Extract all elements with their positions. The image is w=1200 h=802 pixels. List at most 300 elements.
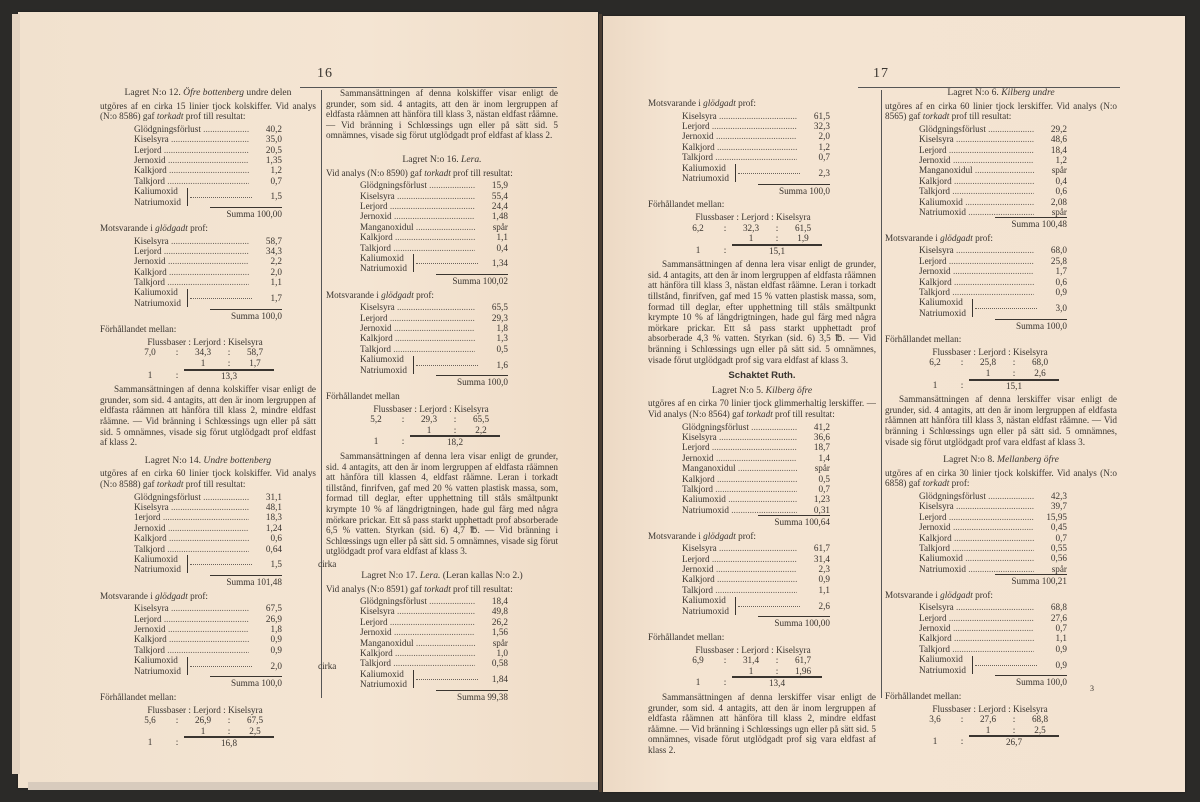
ratio-cell: 1: [969, 368, 1007, 380]
component-value: 0,55: [1050, 542, 1067, 553]
ratio-row: [130, 358, 280, 370]
ratio-cell: 68,0: [1031, 357, 1049, 368]
component-value: 48,6: [1050, 134, 1067, 145]
ratio-title: Förhållandet mellan:: [648, 632, 725, 643]
alkali-brace-row: [360, 354, 508, 375]
dot-leader: [190, 196, 252, 198]
component-value: 26,9: [265, 613, 282, 624]
ratio-cell: :: [770, 233, 784, 245]
ratio-row: [915, 736, 1065, 748]
column-divider-right: [881, 90, 882, 698]
sum-line: Summa 100,0: [995, 675, 1067, 688]
component-value: spår: [1051, 165, 1067, 176]
analysis-row: [682, 131, 830, 141]
ratio-block: [648, 199, 876, 256]
alkali-brace-row: [919, 654, 1067, 675]
ratio-title: Förhållandet mellan:: [100, 692, 177, 702]
analysis-row: [134, 533, 282, 543]
ratio-cell: 15,1: [969, 380, 1059, 392]
brace-labels: [134, 655, 181, 676]
component-value: 3,0: [1055, 302, 1067, 313]
ratio-cell: :: [401, 414, 405, 425]
dot-leader: [416, 678, 478, 680]
component-value: 0,9: [270, 644, 282, 655]
ratio-cell: [170, 358, 184, 370]
component-value: 68,8: [1050, 602, 1067, 613]
component-label: Talkjord .....: [919, 287, 1034, 297]
ratio-row: [356, 425, 506, 437]
analysis-row: [919, 644, 1067, 654]
dried-analysis: [682, 422, 830, 516]
component-value: 0,9: [818, 574, 830, 585]
component-label: Talkjord .....: [682, 585, 797, 595]
sum-line: Summa 100,0: [995, 319, 1067, 332]
brace-icon: [409, 356, 414, 374]
analysis-row: [360, 648, 508, 658]
ratio-header: Flussbaser : Lerjord : Kiselsyra: [695, 644, 811, 655]
component-label: Natriumoxid: [134, 298, 181, 309]
analysis-row: [682, 463, 830, 473]
component-label: Kalkjord .....: [360, 648, 475, 658]
component-label: Kiselsyra .....: [360, 606, 475, 616]
analysis-row: [134, 512, 282, 522]
component-value: 0,9: [1055, 643, 1067, 654]
analysis-row: [360, 617, 508, 627]
component-value: spår: [492, 637, 508, 648]
ratio-cell: 18,2: [410, 436, 500, 448]
component-value: 2,0: [818, 131, 830, 142]
brace-icon: [183, 289, 188, 307]
sum-line: Summa 100,02: [436, 274, 508, 287]
ratio-row: [678, 233, 828, 245]
analysis-row: [919, 207, 1067, 217]
ratio-title: Förhållandet mellan:: [885, 690, 962, 701]
brace-labels: [134, 554, 181, 575]
ratio-cell: 1: [969, 725, 1007, 737]
component-label: Talkjord .....: [360, 658, 475, 668]
ratio-cell: :: [960, 714, 964, 725]
component-value: 1,34: [491, 258, 508, 269]
value-note: cirka: [318, 660, 337, 671]
component-label: Natriumoxid: [360, 679, 407, 690]
ratio-cell: 34,3: [194, 347, 212, 358]
component-value: 1,5: [270, 559, 282, 570]
analysis-row: [919, 501, 1067, 511]
section-heading: Lagret N:o 14. Undre bottenberg: [144, 454, 272, 466]
component-value: 2,3: [818, 167, 830, 178]
component-value: 0,64: [265, 543, 282, 554]
component-label: Kaliumoxid .....: [919, 553, 1034, 563]
component-value: 1,5: [270, 191, 282, 202]
dried-analysis: [134, 124, 282, 186]
analysis-row: [134, 502, 282, 512]
component-label: Lerjord .....: [360, 617, 475, 627]
component-label: Talkjord .....: [134, 544, 249, 554]
ratio-row: [130, 347, 280, 358]
ratio-row: [130, 370, 280, 382]
analysis-row: [919, 287, 1067, 297]
analysis-row: [360, 596, 508, 606]
component-label: Manganoxidul .....: [682, 463, 797, 473]
analysis-row: [360, 180, 508, 190]
component-label: Natriumoxid: [360, 263, 407, 274]
analysis-row: [919, 543, 1067, 553]
component-label: Kalkjord .....: [919, 533, 1034, 543]
component-value: 2,0: [270, 266, 282, 277]
component-label: Kaliumoxid: [360, 668, 404, 679]
ratio-cell: [915, 368, 955, 380]
section-heading: Lagret N:o 8. Mellanberg öfre: [943, 454, 1059, 466]
component-value: 1,2: [818, 141, 830, 152]
ratio-cell: [915, 725, 955, 737]
component-label: Kiselsyra .....: [919, 134, 1034, 144]
ratio-cell: :: [775, 655, 779, 666]
conclusion-text: Sammansättningen af denna lerskiffer visar enligt de grunder, sid. 4 antagits, att den är inom lergruppen af eldfasta råämnen att hänföra till klass 3, nästan eldfast råämne. — Vid bränning i Schlœssings ugn eller på sätt sid. 5 omnämnes, visade sig förut utglödgadt prof vara eldfast af klass 3.: [885, 394, 1117, 447]
sum-line: Summa 100,00: [758, 616, 830, 629]
dot-leader: [975, 664, 1037, 666]
component-label: Kaliumoxid: [134, 287, 178, 298]
left-page-stack-bottom: [28, 782, 598, 790]
analysis-row: [134, 155, 282, 165]
section-heading: Lagret N:o 6. Kilberg undre: [947, 87, 1055, 98]
component-label: Jernoxid .....: [360, 211, 475, 221]
component-label: Jernoxid .....: [134, 256, 249, 266]
component-label: Glödgningsförlust .....: [919, 124, 1034, 134]
component-label: Kaliumoxid: [682, 595, 726, 606]
ratio-cell: 65,5: [472, 414, 490, 425]
component-label: Manganoxidul .....: [360, 222, 475, 232]
component-label: Talkjord .....: [360, 243, 475, 253]
component-value: 1,1: [496, 232, 508, 243]
component-label: 1erjord .....: [134, 512, 249, 522]
component-label: Kiselsyra .....: [919, 501, 1034, 511]
component-label: Kaliumoxid: [360, 354, 404, 365]
ratio-cell: 1,7: [236, 358, 274, 370]
component-label: Kalkjord .....: [134, 267, 249, 277]
ratio-cell: :: [453, 414, 457, 425]
component-label: Kiselsyra .....: [919, 245, 1034, 255]
component-label: Natriumoxid: [360, 364, 407, 375]
ratio-cell: :: [723, 655, 727, 666]
component-label: Jernoxid .....: [134, 624, 249, 634]
ratio-cell: 1: [184, 726, 222, 738]
analysis-row: [360, 222, 508, 232]
analysis-row: [682, 574, 830, 584]
stratum-name: Undre bottenberg: [203, 454, 272, 466]
component-value: 34,3: [265, 245, 282, 256]
component-value: 18,4: [1050, 144, 1067, 155]
analysis-row: [919, 165, 1067, 175]
component-label: Kiselsyra .....: [134, 236, 249, 246]
component-label: Lerjord .....: [682, 554, 797, 564]
component-value: 61,7: [813, 543, 830, 554]
ratio-table: [915, 347, 1065, 391]
component-label: Jernoxid .....: [134, 523, 249, 533]
ratio-cell: :: [1007, 368, 1021, 380]
component-value: 1,2: [1055, 154, 1067, 165]
component-value: 20,5: [265, 144, 282, 155]
ratio-row: [356, 436, 506, 448]
ratio-cell: 1,9: [784, 233, 822, 245]
brace-labels: [360, 253, 407, 274]
component-value: 26,2: [491, 616, 508, 627]
annealed-title: Motsvarande i glödgadt prof:: [100, 222, 208, 233]
ratio-cell: 61,5: [794, 222, 812, 233]
right-page-column-1: [648, 98, 876, 758]
ratio-cell: 2,6: [1021, 368, 1059, 380]
component-value: 15,95: [1046, 511, 1067, 522]
ratio-table: [130, 337, 280, 381]
ratio-row: [130, 715, 280, 726]
analysis-row: [919, 602, 1067, 612]
component-value: 67,5: [265, 603, 282, 614]
annealed-analysis: [360, 302, 508, 354]
component-label: Lerjord .....: [360, 201, 475, 211]
ratio-cell: 67,5: [246, 715, 264, 726]
component-label: Lerjord .....: [134, 614, 249, 624]
analysis-row: [919, 176, 1067, 186]
ratio-cell: 1: [147, 737, 153, 748]
component-label: Talkjord .....: [134, 277, 249, 287]
analysis-row: [134, 634, 282, 644]
brace-labels: [134, 186, 181, 207]
brace-icon: [183, 657, 188, 675]
ratio-cell: :: [723, 222, 727, 233]
ratio-cell: 29,3: [420, 414, 438, 425]
component-value: 0,31: [813, 504, 830, 515]
component-value: 0,6: [270, 533, 282, 544]
brace-icon: [731, 597, 736, 615]
component-label: Kiselsyra .....: [682, 432, 797, 442]
ratio-cell: :: [1012, 357, 1016, 368]
ratio-cell: 6,2: [692, 222, 704, 233]
ratio-cell: 16,8: [184, 737, 274, 749]
analysis-row: [360, 211, 508, 221]
analysis-row: [682, 585, 830, 595]
section-intro: utgöres af en cirka 60 linier tjock lerskiffer. Vid analys (N:o 8565) gaf torkadt prof till resultat:: [885, 100, 1117, 122]
component-value: 1,35: [265, 154, 282, 165]
component-label: Jernoxid .....: [682, 564, 797, 574]
ratio-cell: 2,2: [462, 425, 500, 437]
section-heading: Lagret N:o 5. Kilberg öfre: [711, 384, 813, 396]
analysis-row: [134, 614, 282, 624]
component-value: 1,48: [491, 211, 508, 222]
component-value: 0,9: [270, 634, 282, 645]
analysis-row: [919, 124, 1067, 134]
ratio-row: [915, 357, 1065, 368]
component-value: 0,9: [1055, 287, 1067, 298]
ratio-cell: 25,8: [979, 357, 997, 368]
component-label: Kiselsyra .....: [360, 302, 475, 312]
ratio-cell: 26,9: [194, 715, 212, 726]
analysis-row: [134, 256, 282, 266]
component-label: Kalkjord .....: [134, 533, 249, 543]
ratio-cell: :: [227, 715, 231, 726]
ratio-table: [356, 404, 506, 448]
analysis-row: [360, 232, 508, 242]
analysis-row: [134, 267, 282, 277]
annealed-analysis: [682, 111, 830, 163]
ratio-cell: 15,1: [732, 245, 822, 257]
component-label: Kalkjord .....: [134, 634, 249, 644]
ratio-header: Flussbaser : Lerjord : Kiselsyra: [932, 346, 1048, 357]
analysis-row: [134, 134, 282, 144]
dot-leader: [190, 297, 252, 299]
component-label: Talkjord .....: [134, 176, 249, 186]
analysis-row: [360, 302, 508, 312]
component-value: 32,3: [813, 120, 830, 131]
sum-line: Summa 100,0: [436, 375, 508, 388]
component-label: Kaliumoxid: [360, 252, 404, 263]
sum-line: Summa 100,64: [758, 515, 830, 528]
value-note: cirka: [318, 559, 337, 570]
analysis-row: [682, 142, 830, 152]
component-label: Natriumoxid .....: [919, 207, 1034, 217]
component-label: Jernoxid .....: [919, 266, 1034, 276]
annealed-analysis: [919, 602, 1067, 654]
annealed-analysis: [682, 543, 830, 595]
analysis-row: [919, 186, 1067, 196]
component-value: 1,0: [496, 648, 508, 659]
section-intro: Vid analys (N:o 8590) gaf torkadt prof till resultat:: [326, 167, 513, 178]
analysis-row: [919, 613, 1067, 623]
component-value: 18,4: [491, 596, 508, 607]
annealed-title: Motsvarande i glödgadt prof:: [648, 530, 756, 541]
ratio-cell: :: [222, 726, 236, 738]
component-label: Natriumoxid: [134, 196, 181, 207]
ratio-cell: :: [770, 666, 784, 678]
ratio-block: [326, 391, 558, 448]
component-label: Natriumoxid .....: [919, 564, 1034, 574]
section-intro: utgöres af en cirka 70 linier tjock glimmerhaltig lerskiffer. — Vid analys (N:o 8564) gaf torkadt prof till resultat:: [648, 398, 876, 420]
component-label: Talkjord .....: [919, 644, 1034, 654]
component-value: 1,6: [496, 359, 508, 370]
component-label: Lerjord .....: [919, 613, 1034, 623]
ratio-row: [678, 677, 828, 689]
analysis-row: [134, 145, 282, 155]
left-page-stack-edge: [12, 14, 20, 774]
component-label: Glödgningsförlust .....: [134, 124, 249, 134]
ratio-row: [678, 655, 828, 666]
annealed-title: Motsvarande i glödgadt prof:: [100, 590, 208, 601]
ratio-cell: 31,4: [742, 655, 760, 666]
ratio-cell: 2,5: [236, 726, 274, 738]
brace-icon: [968, 299, 973, 317]
alkali-brace-row: [360, 253, 508, 274]
stratum-name: Lera.: [419, 569, 441, 581]
ratio-row: [678, 666, 828, 678]
brace-icon: [731, 164, 736, 182]
component-value: 1,8: [270, 624, 282, 635]
analysis-row: [919, 277, 1067, 287]
dot-leader: [975, 307, 1037, 309]
ratio-table: [678, 645, 828, 689]
analysis-row: [134, 124, 282, 134]
sum-line: Summa 100,48: [995, 217, 1067, 230]
sum-line: Summa 100,0: [210, 309, 282, 322]
stratum-name: Lera.: [461, 153, 482, 165]
component-value: 58,7: [265, 235, 282, 246]
analysis-row: [682, 543, 830, 553]
ratio-cell: 1: [732, 666, 770, 678]
component-label: Manganoxidul .....: [360, 638, 475, 648]
component-value: 27,6: [1050, 612, 1067, 623]
analysis-row: [360, 191, 508, 201]
component-label: Talkjord .....: [919, 186, 1034, 196]
page-number-right: 17: [873, 66, 889, 81]
component-value: 1,1: [1055, 633, 1067, 644]
component-label: Kalkjord .....: [919, 633, 1034, 643]
ratio-row: [915, 368, 1065, 380]
ratio-cell: 13,4: [732, 677, 822, 689]
brace-icon: [183, 555, 188, 573]
ratio-cell: :: [1007, 725, 1021, 737]
book-gutter: [599, 14, 602, 792]
analysis-row: [919, 145, 1067, 155]
ratio-cell: :: [723, 244, 727, 255]
component-value: 1,2: [270, 165, 282, 176]
alkali-brace-row: [134, 287, 282, 308]
ratio-cell: :: [448, 425, 462, 437]
component-value: 0,5: [818, 473, 830, 484]
ratio-cell: :: [960, 379, 964, 390]
component-value: 0,6: [1055, 276, 1067, 287]
ratio-title: Förhållandet mellan: [326, 391, 400, 401]
sum-line: Summa 99,38: [436, 690, 508, 703]
ratio-cell: 1: [410, 425, 448, 437]
analysis-row: [919, 512, 1067, 522]
component-value: 24,4: [491, 200, 508, 211]
component-value: 1,7: [270, 292, 282, 303]
component-label: Kalkjord .....: [134, 165, 249, 175]
component-label: Kaliumoxid .....: [682, 494, 797, 504]
ratio-row: [915, 714, 1065, 725]
component-label: Kiselsyra .....: [134, 134, 249, 144]
ratio-row: [130, 737, 280, 749]
component-value: spår: [1051, 206, 1067, 217]
component-value: 65,5: [491, 302, 508, 313]
ratio-cell: :: [175, 737, 179, 748]
ratio-cell: 1: [695, 677, 701, 688]
analysis-row: [919, 491, 1067, 501]
component-label: Lerjord .....: [682, 442, 797, 452]
analysis-row: [134, 176, 282, 186]
component-label: Kiselsyra .....: [682, 111, 797, 121]
ratio-header: Flussbaser : Lerjord : Kiselsyra: [147, 336, 263, 347]
ratio-cell: 58,7: [246, 347, 264, 358]
component-value: 1,1: [270, 277, 282, 288]
annealed-title: Motsvarande i glödgadt prof:: [885, 232, 993, 243]
analysis-row: [682, 111, 830, 121]
component-value: spår: [814, 463, 830, 474]
component-value: 48,1: [265, 501, 282, 512]
ratio-cell: 3,6: [929, 714, 941, 725]
ratio-cell: [130, 358, 170, 370]
ratio-title: Förhållandet mellan:: [648, 199, 725, 210]
brace-labels: [134, 287, 181, 308]
analysis-row: [919, 266, 1067, 276]
analysis-row: [360, 243, 508, 253]
component-label: Kaliumoxid: [919, 297, 963, 308]
signature-mark: 3: [1090, 684, 1094, 693]
component-label: Kalkjord .....: [360, 333, 475, 343]
ratio-cell: :: [960, 736, 964, 747]
ratio-row: [678, 223, 828, 234]
component-label: Kiselsyra .....: [360, 191, 475, 201]
component-label: Glödgningsförlust .....: [134, 492, 249, 502]
analysis-row: [360, 323, 508, 333]
component-label: Natriumoxid: [682, 173, 729, 184]
